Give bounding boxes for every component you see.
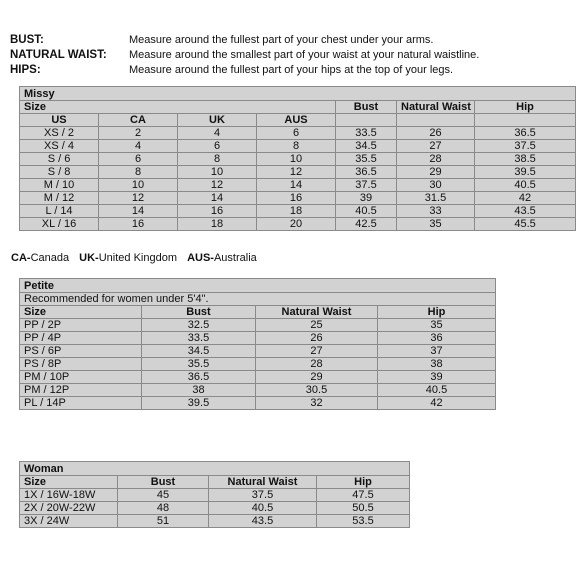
table-cell: 16 [99, 218, 178, 231]
table-row [20, 489, 410, 502]
table-cell: 2X / 20W-22W [20, 502, 118, 515]
table-cell: 45.5 [475, 218, 576, 231]
table-row [20, 319, 496, 332]
table-cell: 20 [257, 218, 336, 231]
table-cell: 35.5 [336, 153, 397, 166]
table-cell: 12 [178, 179, 257, 192]
column-header: Size [20, 306, 142, 319]
table-cell: XS / 2 [20, 127, 99, 140]
table-cell: 12 [257, 166, 336, 179]
table-cell: 1X / 16W-18W [20, 489, 118, 502]
table-cell: 33.5 [142, 332, 256, 345]
table-note-row [20, 293, 496, 306]
column-header: Bust [118, 476, 209, 489]
table-row [20, 371, 496, 384]
table-cell: 30.5 [256, 384, 378, 397]
table-cell: XL / 16 [20, 218, 99, 231]
table-cell: 10 [257, 153, 336, 166]
column-header: UK [178, 114, 257, 127]
table-cell: 53.5 [317, 515, 410, 528]
column-header: AUS [257, 114, 336, 127]
table-cell: 43.5 [209, 515, 317, 528]
table-row [20, 332, 496, 345]
table-cell: 39 [378, 371, 496, 384]
table-header-row [20, 476, 410, 489]
table-cell: 6 [178, 140, 257, 153]
table-header-row [20, 114, 576, 127]
table-title-row [20, 462, 410, 476]
legend-name: United Kingdom [98, 252, 178, 264]
table-cell: 27 [256, 345, 378, 358]
table-cell: 29 [256, 371, 378, 384]
size-label: Size [20, 101, 336, 114]
column-header: Hip [378, 306, 496, 319]
table-cell: 8 [178, 153, 257, 166]
table-cell: 35 [378, 319, 496, 332]
table-row [20, 153, 576, 166]
table-row [20, 179, 576, 192]
table-cell: 27 [397, 140, 475, 153]
table-cell: 26 [397, 127, 475, 140]
definition-hips [10, 63, 570, 78]
table-cell: 8 [99, 166, 178, 179]
table-cell: 4 [178, 127, 257, 140]
column-header: CA [99, 114, 178, 127]
legend-name: Australia [213, 252, 257, 264]
definition-text: Measure around the smallest part of your waist at your natural waistline. [129, 49, 480, 61]
table-row [20, 358, 496, 371]
table-cell: 14 [178, 192, 257, 205]
table-cell: 25 [256, 319, 378, 332]
table-cell: 37.5 [336, 179, 397, 192]
table-cell: M / 12 [20, 192, 99, 205]
table-cell: 39.5 [475, 166, 576, 179]
table-cell: 38 [142, 384, 256, 397]
petite-rows [20, 319, 496, 410]
table-cell: XS / 4 [20, 140, 99, 153]
woman-title: Woman [20, 462, 410, 476]
table-cell: 12 [99, 192, 178, 205]
table-cell: 51 [118, 515, 209, 528]
table-row [20, 502, 410, 515]
column-header: Natural Waist [256, 306, 378, 319]
missy-rows [20, 127, 576, 231]
definition-text: Measure around the fullest part of your chest under your arms. [129, 34, 434, 46]
table-cell: 6 [257, 127, 336, 140]
table-cell: 42 [378, 397, 496, 410]
column-header: Natural Waist [397, 101, 475, 114]
country-legend [11, 252, 257, 264]
table-cell: M / 10 [20, 179, 99, 192]
column-header: US [20, 114, 99, 127]
table-cell: 16 [178, 205, 257, 218]
table-row [20, 205, 576, 218]
missy-title: Missy [20, 87, 576, 101]
petite-note: Recommended for women under 5'4". [20, 293, 496, 306]
table-cell: 45 [118, 489, 209, 502]
table-cell: 33.5 [336, 127, 397, 140]
table-row [20, 218, 576, 231]
table-cell: 40.5 [336, 205, 397, 218]
table-cell: 3X / 24W [20, 515, 118, 528]
legend-abbr: CA- [11, 252, 31, 264]
woman-size-table [19, 461, 410, 528]
table-header-row [20, 101, 576, 114]
table-cell: 28 [397, 153, 475, 166]
woman-rows [20, 489, 410, 528]
table-cell: 47.5 [317, 489, 410, 502]
table-title-row [20, 279, 496, 293]
table-cell: 40.5 [475, 179, 576, 192]
table-row [20, 384, 496, 397]
table-cell: 30 [397, 179, 475, 192]
table-cell: PP / 4P [20, 332, 142, 345]
table-cell: 10 [178, 166, 257, 179]
table-cell: 32.5 [142, 319, 256, 332]
table-cell: 31.5 [397, 192, 475, 205]
table-cell: 26 [256, 332, 378, 345]
legend-abbr: AUS- [187, 252, 214, 264]
table-row [20, 345, 496, 358]
column-header: Bust [142, 306, 256, 319]
table-row [20, 397, 496, 410]
table-cell: 36 [378, 332, 496, 345]
table-cell: PS / 8P [20, 358, 142, 371]
table-cell: L / 14 [20, 205, 99, 218]
definition-term: HIPS: [10, 64, 41, 76]
missy-size-table [19, 86, 576, 231]
column-header: Hip [317, 476, 410, 489]
table-row [20, 166, 576, 179]
table-cell: 33 [397, 205, 475, 218]
table-cell: 14 [99, 205, 178, 218]
table-cell: 43.5 [475, 205, 576, 218]
table-cell: 39 [336, 192, 397, 205]
table-cell: 42.5 [336, 218, 397, 231]
table-cell: 14 [257, 179, 336, 192]
table-cell: 32 [256, 397, 378, 410]
table-cell: PM / 12P [20, 384, 142, 397]
table-cell: PL / 14P [20, 397, 142, 410]
table-cell: 18 [178, 218, 257, 231]
column-header: Size [20, 476, 118, 489]
table-row [20, 127, 576, 140]
measurement-definitions [10, 33, 570, 78]
definition-text: Measure around the fullest part of your hips at the top of your legs. [129, 64, 454, 76]
table-cell: 36.5 [142, 371, 256, 384]
column-header: Natural Waist [209, 476, 317, 489]
table-cell: S / 8 [20, 166, 99, 179]
table-cell: 35.5 [142, 358, 256, 371]
table-cell: 36.5 [475, 127, 576, 140]
table-cell: 18 [257, 205, 336, 218]
table-cell [336, 114, 397, 127]
table-cell: 42 [475, 192, 576, 205]
table-row [20, 515, 410, 528]
table-cell: 38 [378, 358, 496, 371]
petite-size-table [19, 278, 496, 410]
table-cell [475, 114, 576, 127]
table-cell: 40.5 [209, 502, 317, 515]
legend-abbr: UK- [79, 252, 99, 264]
definition-natural-waist [10, 48, 570, 63]
table-cell: 37.5 [475, 140, 576, 153]
table-row [20, 192, 576, 205]
table-cell: 48 [118, 502, 209, 515]
legend-name: Canada [30, 252, 70, 264]
table-cell: 40.5 [378, 384, 496, 397]
column-header: Bust [336, 101, 397, 114]
table-cell: 16 [257, 192, 336, 205]
petite-title: Petite [20, 279, 496, 293]
definition-term: NATURAL WAIST: [10, 49, 107, 61]
table-cell: 28 [256, 358, 378, 371]
table-title-row [20, 87, 576, 101]
table-cell: 37.5 [209, 489, 317, 502]
table-cell: 2 [99, 127, 178, 140]
table-cell: S / 6 [20, 153, 99, 166]
table-cell: PM / 10P [20, 371, 142, 384]
table-cell: 36.5 [336, 166, 397, 179]
table-cell: 39.5 [142, 397, 256, 410]
table-cell: 38.5 [475, 153, 576, 166]
table-cell: PS / 6P [20, 345, 142, 358]
table-cell: 6 [99, 153, 178, 166]
table-cell: 37 [378, 345, 496, 358]
table-cell: PP / 2P [20, 319, 142, 332]
table-row [20, 140, 576, 153]
table-header-row [20, 306, 496, 319]
column-header: Hip [475, 101, 576, 114]
table-cell: 29 [397, 166, 475, 179]
table-cell: 34.5 [336, 140, 397, 153]
table-cell: 10 [99, 179, 178, 192]
definition-term: BUST: [10, 34, 44, 46]
table-cell [397, 114, 475, 127]
definition-bust [10, 33, 570, 48]
table-cell: 4 [99, 140, 178, 153]
table-cell: 35 [397, 218, 475, 231]
table-cell: 34.5 [142, 345, 256, 358]
table-cell: 50.5 [317, 502, 410, 515]
table-cell: 8 [257, 140, 336, 153]
